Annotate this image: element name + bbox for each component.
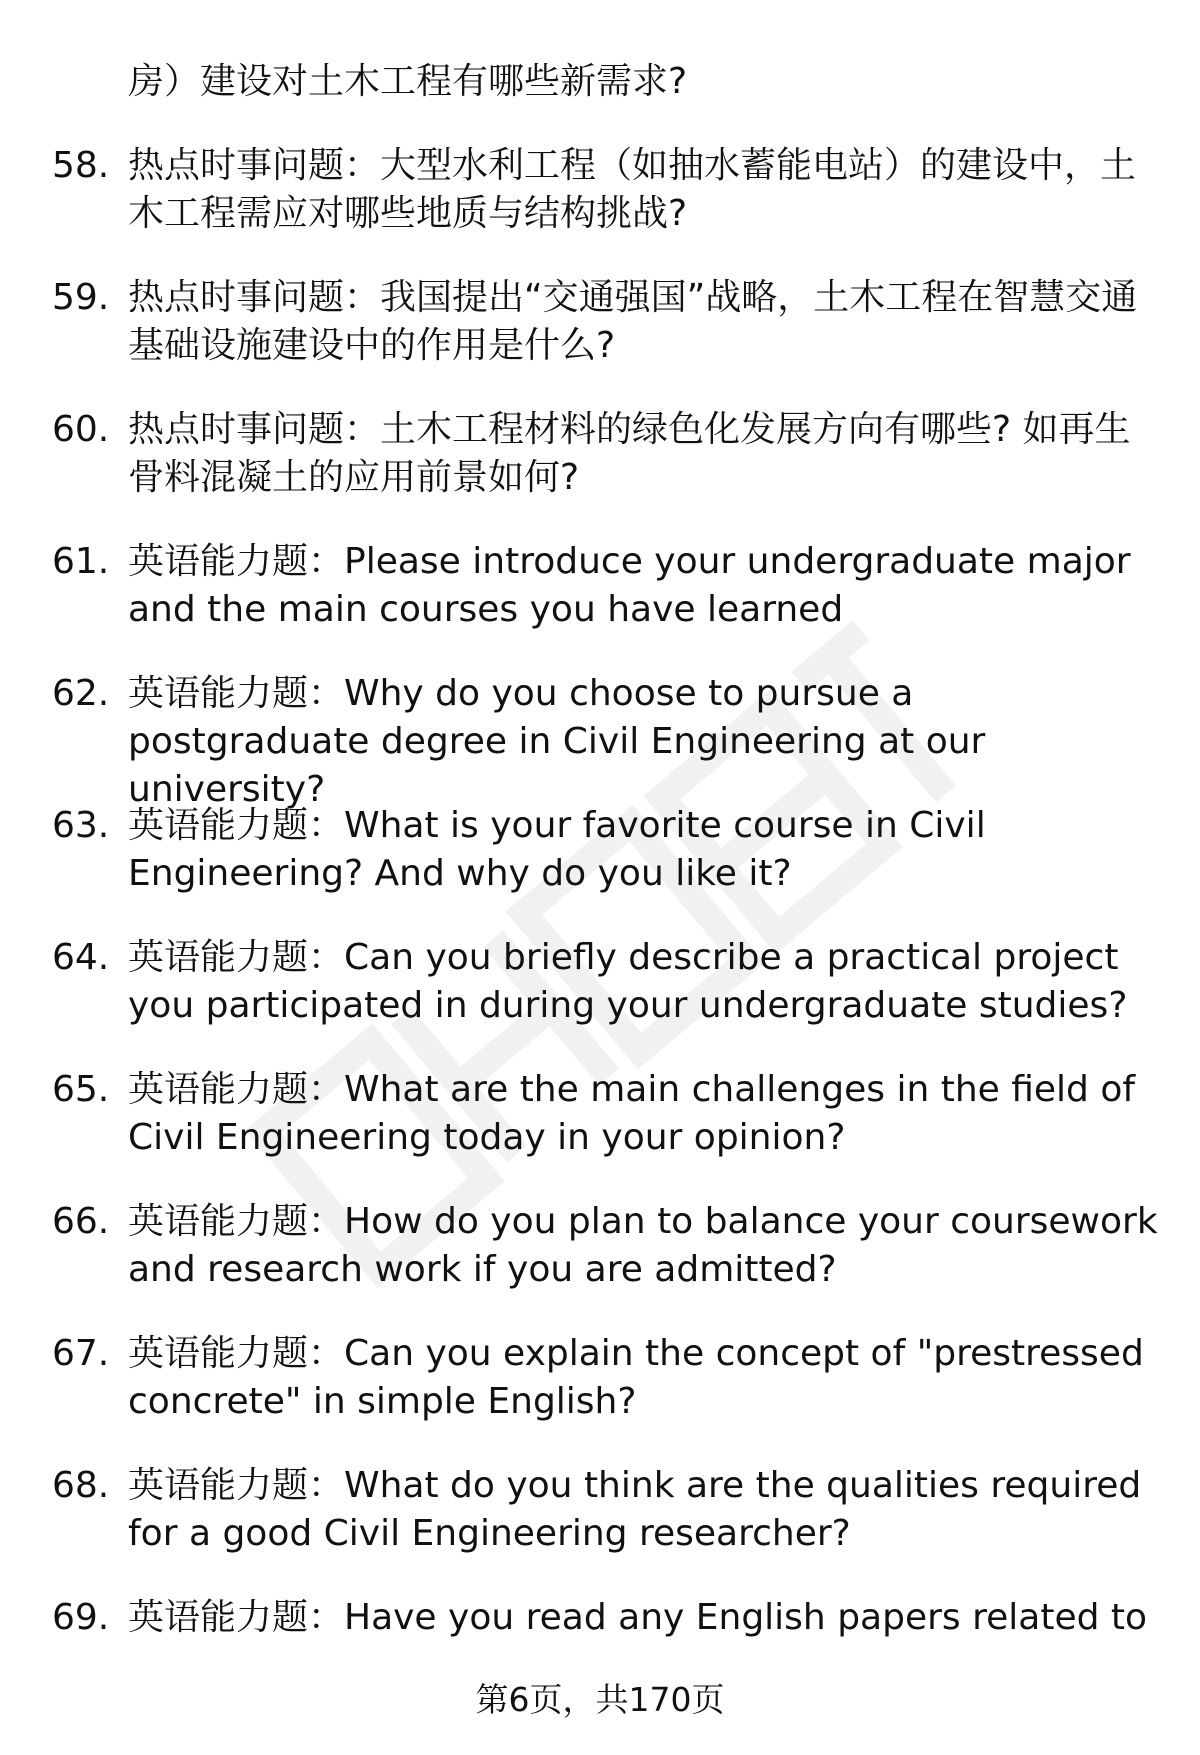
list-item <box>0 538 1200 670</box>
item-number: 64. <box>52 937 110 978</box>
item-text: 英语能力题：Why do you choose to pursue a postgraduate degree in Civil Engineering at our university? <box>128 673 986 810</box>
list-item <box>0 1066 1200 1198</box>
item-number: 67. <box>52 1333 110 1374</box>
list-item <box>0 406 1200 538</box>
list-item <box>0 274 1200 406</box>
item-text: 英语能力题：Can you explain the concept of "prestressed concrete" in simple English? <box>128 1333 1144 1422</box>
item-text: 英语能力题：What is your favorite course in Civil Engineering? And why do you like it? <box>128 805 986 894</box>
item-text: 英语能力题：What do you think are the qualities required for a good Civil Engineering researcher? <box>128 1465 1142 1554</box>
item-text: 热点时事问题：土木工程材料的绿色化发展方向有哪些? 如再生骨料混凝土的应用前景如何? <box>128 409 1131 498</box>
list-item <box>0 1462 1200 1594</box>
item-text: 英语能力题：What are the main challenges in the field of Civil Engineering today in your opinion? <box>128 1069 1136 1158</box>
list-item <box>0 934 1200 1066</box>
item-number: 69. <box>52 1597 110 1638</box>
item-number: 60. <box>52 409 110 450</box>
item-number: 62. <box>52 673 110 714</box>
item-number: 59. <box>52 277 110 318</box>
question-list <box>0 142 1200 1726</box>
page-footer: 第6页，共170页 <box>475 1680 725 1719</box>
list-item <box>0 1330 1200 1462</box>
item-number: 58. <box>52 145 110 186</box>
list-item <box>0 142 1200 274</box>
item-text: 英语能力题：Please introduce your undergraduate major and the main courses you have learned <box>128 541 1131 630</box>
item-text: 英语能力题：Can you briefly describe a practical project you participated in during your undergraduate studies? <box>128 937 1128 1026</box>
list-item <box>0 670 1200 810</box>
list-item <box>0 1198 1200 1330</box>
list-item <box>0 802 1200 934</box>
item-number: 61. <box>52 541 110 582</box>
item-number: 65. <box>52 1069 110 1110</box>
item-text: 热点时事问题：我国提出“交通强国”战略，土木工程在智慧交通基础设施建设中的作用是什么? <box>128 277 1138 366</box>
item-text: 热点时事问题：大型水利工程（如抽水蓄能电站）的建设中，土木工程需应对哪些地质与结构挑战? <box>128 145 1137 234</box>
item-text: 英语能力题：Have you read any English papers related to <box>128 1597 1148 1638</box>
item-number: 66. <box>52 1201 110 1242</box>
continuation-line: 房）建设对土木工程有哪些新需求? <box>128 61 688 102</box>
item-number: 68. <box>52 1465 110 1506</box>
item-number: 63. <box>52 805 110 846</box>
item-text: 英语能力题：How do you plan to balance your coursework and research work if you are admitted? <box>128 1201 1158 1290</box>
